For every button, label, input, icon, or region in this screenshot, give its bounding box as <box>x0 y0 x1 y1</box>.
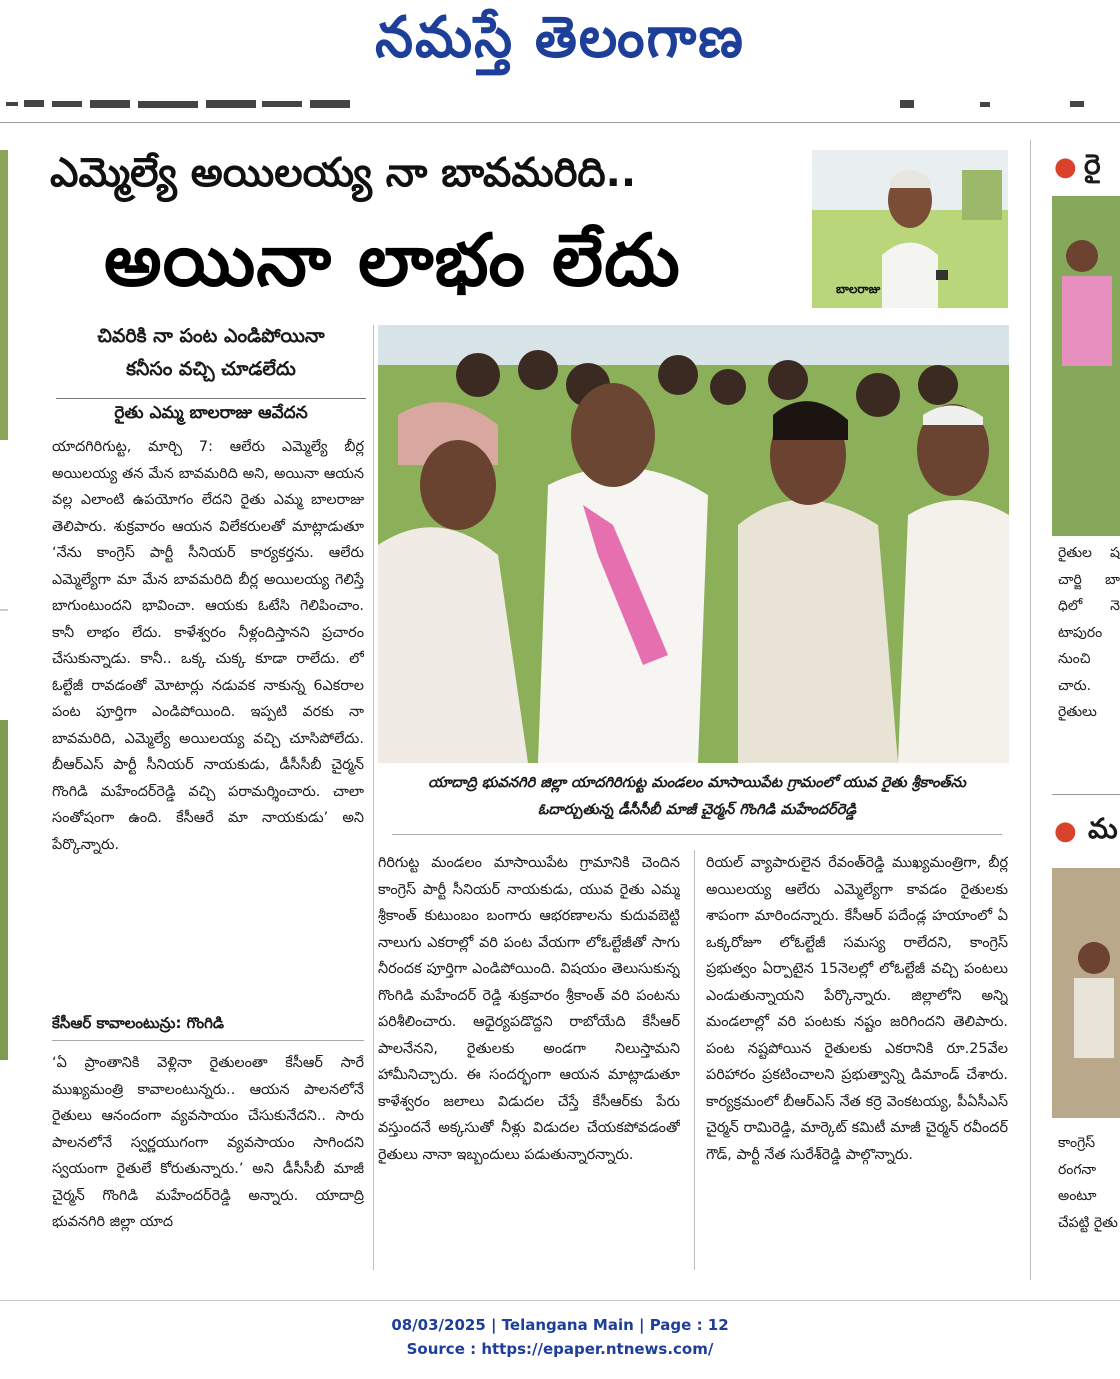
adjacent-article-left-edge <box>0 140 8 1280</box>
footer-date-edition-page: 08/03/2025 | Telangana Main | Page : 12 <box>391 1316 729 1334</box>
column-divider-1 <box>373 325 374 1270</box>
caption-divider <box>392 834 1002 835</box>
masthead <box>0 0 1120 92</box>
subheading-1: చివరికి నా పంట ఎండిపోయినా <box>97 325 325 347</box>
headline-line-1: ఎమ్మెల్యే అయిలయ్య నా బావమరిది.. <box>50 150 637 196</box>
farmer-portrait-photo <box>812 150 1008 308</box>
column-1-subhead: కేసీఆర్ కావాలంటున్రు: గొంగిడి <box>52 1014 224 1032</box>
right-headline-1: రై <box>1084 148 1101 181</box>
subheading-3: రైతు ఎమ్మ బాలరాజు ఆవేదన <box>56 398 366 427</box>
portrait-caption: బాలరాజు <box>836 282 881 296</box>
article-column-2: గిరిగుట్ట మండలం మాసాయిపేట గ్రామానికి చెందిన కాంగ్రెస్ పార్టీ సీనియర్ నాయకుడు, యువ రైతు ఎమ్మ శ్రీకాంత్ కుటుంబం బంగారు ఆభరణాలను కుదువబెట్టి నాలుగు ఎకరాల్లో వరి పంట వేయగా లోఓల్టేజీతో సాగు నీరందక పూర్తిగా ఎండిపోయింది. విషయం తెలుసుకున్న గొంగిడి మహేందర్ రెడ్డి శుక్రవారం శ్రీకాంత్ వరి పంటను పరిశీలించారు. ఆధైర్యపడొద్దని రాబోయేది కేసీఆర్ పాలనేనని, రైతులకు అండగా నిలుస్తామని హామీనిచ్చారు. ఈ సందర్భంగా ఆయన మాట్లాడుతూ కాళేశ్వరం జలాలు విడుదల చేస్తే కేసీఆర్‌కు పేరు వస్తుందనే అక్కసుతో నీళ్లు విడుదల చేయకపోవడంతో రైతులు నానా ఇబ్బందులు పడుతున్నారన్నారు. <box>378 855 680 1163</box>
photo-image <box>378 325 1009 763</box>
bullet-icon: ● <box>1054 152 1077 182</box>
right-text-1: రైతుల ష చార్జి బా ధిలో నె టాపురం నుంచి చారు. రైతులు <box>1058 545 1120 720</box>
right-divider <box>1052 794 1120 795</box>
footer-source-link[interactable]: Source : https://epaper.ntnews.com/ <box>406 1340 714 1358</box>
headline-line-2: అయినా లాభం లేదు <box>104 218 681 302</box>
adjacent-article-right <box>1050 140 1120 1280</box>
right-text-2: కాంగ్రెస్ రంగనా అంటూ చేపట్టి రైతు <box>1058 1135 1118 1231</box>
bullet-icon-2: ● <box>1054 816 1077 846</box>
article-column-3: రియల్ వ్యాపారులైన రేవంత్‌రెడ్డి ముఖ్యమంత్రిగా, బీర్ల అయిలయ్య ఆలేరు ఎమ్మెల్యేగా కావడం రైతులకు శాపంగా మారిందన్నారు. కేసీఆర్ పదేండ్ల హయాంలో ఏ ఒక్కరోజూ లోఓల్టేజీ సమస్య రాలేదని, కాంగ్రెస్ ప్రభుత్వం ఏర్పాటైన 15నెలల్లో లోఓల్టేజీ వచ్చి పంటలు ఎండుతున్నాయని పేర్కొన్నారు. జిల్లాలోని అన్ని మండలాల్లో వరి పంటకు నష్టం జరిగిందని తెలిపారు. పంట నష్టపోయిన రైతులకు ఎకరానికి రూ.25వేల పరిహారం ప్రకటించాలని ప్రభుత్వాన్ని డిమాండ్ చేశారు. కార్యక్రమంలో బీఆర్ఎస్ నేత కర్రె వెంకటయ్య, పీఏసీఎస్ చైర్మన్ రామిరెడ్డి, మార్కెట్ కమిటీ మాజీ చైర్మన్ రవీందర్ గౌడ్, పార్టీ నేత సురేశ్‌రెడ్డి పాల్గొన్నారు. <box>706 855 1008 1163</box>
subhead-divider <box>52 1040 364 1041</box>
article-column-1-paragraph-2: ‘ఏ ప్రాంతానికి వెళ్లినా రైతులంతా కేసీఆర్ సారే ముఖ్యమంత్రి కావాలంటున్నరు.. ఆయన పాలనలోనే రైతులు ఆనందంగా వ్యవసాయం చేసుకునేదని.. సారు పాలనలోనే స్వర్ణయుగంగా వ్యవసాయం సాగిందని స్వయంగా రైతులే కోరుతున్నారు.’ అని డీసీసీబీ మాజీ చైర్మన్ గొంగిడి మహేందర్‌రెడ్డి అన్నారు. యాదాద్రి భువనగిరి జిల్లా యాద <box>52 1055 364 1230</box>
main-news-photo <box>378 325 1009 763</box>
article-column-1-paragraph-1: యాదగిరిగుట్ట, మార్చి 7: ఆలేరు ఎమ్మెల్యే బీర్ల అయిలయ్య తన మేన బావమరిది అని, అయినా ఆయన వల్ల ఎలాంటి ఉపయోగం లేదని రైతు ఎమ్మ బాలరాజు తెలిపారు. శుక్రవారం ఆయన విలేకరులతో మాట్లాడుతూ ‘నేను కాంగ్రెస్ పార్టీ సీనియర్ కార్యకర్తను. ఆలేరు ఎమ్మెల్యేగా మా మేన బావమరిది బీర్ల అయిలయ్య గెలిస్తే బాగుంటుందని భావించా. ఆయకు ఓటేసి గెలిపించాం. కానీ లాభం లేదు. కాళేశ్వరం నీళ్లందిస్తానని ప్రచారం చేసుకున్నాడు. కానీ.. ఒక్క చుక్క కూడా రాలేదు. లో ఓల్టేజీ రావడంతో మోటార్లు నడువక నాకున్న 6ఎకరాల పంట పూర్తిగా ఎండిపోయింది. ఇప్పటి వరకు నా బావమరిది, ఎమ్మెల్యే అయిలయ్య వచ్చి చూసిపోలేదు. బీఆర్ఎస్ పార్టీ సీనియర్ నాయకుడు, డీసీసీబీ చైర్మన్ గొంగిడి మహేందర్‌రెడ్డి వచ్చి పరామర్శించారు. చాలా సంతోషంగా ఉంది. కేసీఆరే మా నాయకుడు’ అని పేర్కొన్నారు. <box>52 439 364 853</box>
column-divider-2 <box>694 850 695 1270</box>
footer-rule <box>0 1300 1120 1301</box>
column-divider-right <box>1030 140 1031 1280</box>
strip-glyphs-icon <box>0 92 1120 116</box>
photo-caption: యాదాద్రి భువనగిరి జిల్లా యాదగిరిగుట్ట మండలం మాసాయిపేట గ్రామంలో యువ రైతు శ్రీకాంత్‌ను ఓదార్చుతున్న డీసీసీబీ మాజీ చైర్మన్ గొంగిడి మహేందర్‌రెడ్డి <box>428 775 966 818</box>
masthead-strip <box>0 92 1120 120</box>
masthead-rule <box>0 122 1120 123</box>
right-photo-2 <box>1052 868 1120 1118</box>
newspaper-logo: నమస్తే తెలంగాణ <box>375 4 745 71</box>
right-photo-1 <box>1052 196 1120 536</box>
subheading-2: కనీసం వచ్చి చూడలేదు <box>126 358 296 380</box>
right-headline-2: మ <box>1088 812 1118 845</box>
